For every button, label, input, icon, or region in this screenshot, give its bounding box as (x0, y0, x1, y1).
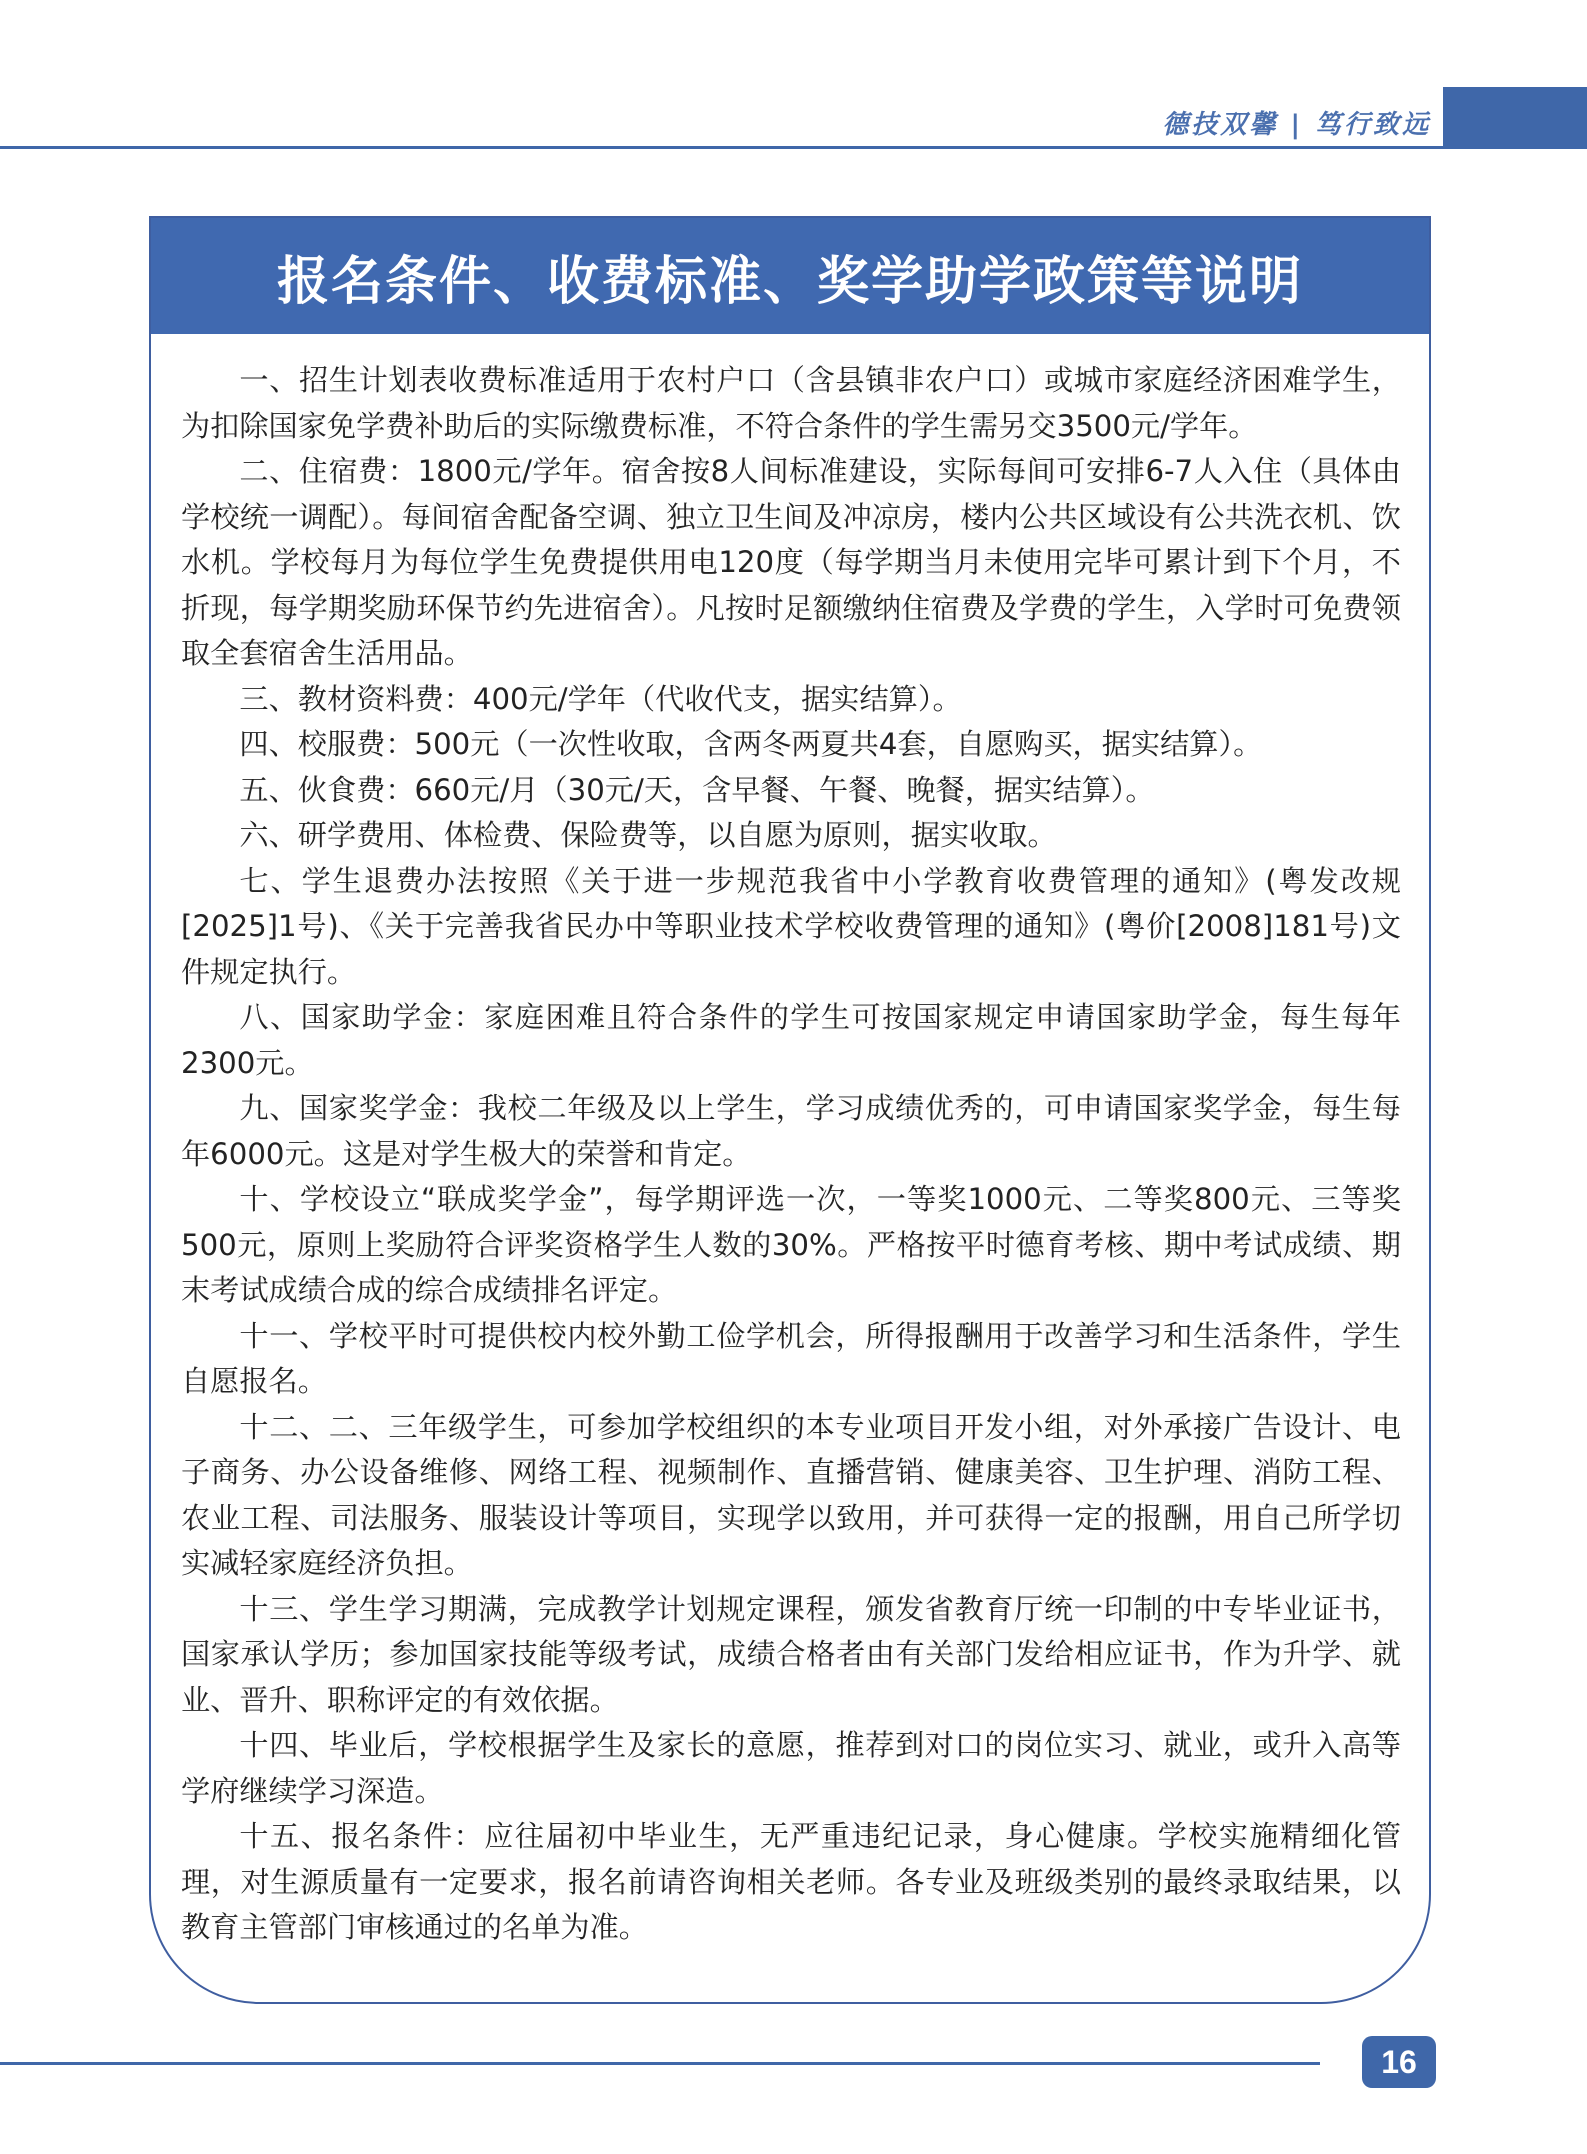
policy-paragraph-3: 三、教材资料费：400元/学年（代收代支，据实结算）。 (239, 681, 962, 716)
policy-paragraph-12: 十二、二、三年级学生，可参加学校组织的本专业项目开发小组，对外承接广告设计、电子商务、办公设备维修、网络工程、视频制作、直播营销、健康美容、卫生护理、消防工程、农业工程、司法服务、服装设计等项目，实现学以致用，并可获得一定的报酬，用自己所学切实减轻家庭经济负担。 (181, 1409, 1401, 1580)
header-slogan: 德技双馨 | 笃行致远 (1162, 110, 1431, 140)
policy-paragraph-7: 七、学生退费办法按照《关于进一步规范我省中小学教育收费管理的通知》(粤发改规[2025]1号)、《关于完善我省民办中等职业技术学校收费管理的通知》(粤价[2008]181号)文件规定执行。 (181, 863, 1401, 989)
policy-paragraph-11: 十一、学校平时可提供校内校外勤工俭学机会，所得报酬用于改善学习和生活条件，学生自愿报名。 (181, 1318, 1401, 1398)
policy-paragraph-1: 一、招生计划表收费标准适用于农村户口（含县镇非农户口）或城市家庭经济困难学生，为扣除国家免学费补助后的实际缴费标准，不符合条件的学生需另交3500元/学年。 (181, 363, 1401, 443)
policy-paragraph-4: 四、校服费：500元（一次性收取，含两冬两夏共4套，自愿购买，据实结算）。 (239, 727, 1263, 761)
policy-paragraph-10: 十、学校设立“联成奖学金”，每学期评选一次，一等奖1000元、二等奖800元、三等奖500元，原则上奖励符合评奖资格学生人数的30%。严格按平时德育考核、期中考试成绩、期末考试成绩合成的综合成绩排名评定。 (181, 1182, 1401, 1307)
policy-panel (149, 216, 1431, 2004)
policy-paragraph-14: 十四、毕业后，学校根据学生及家长的意愿，推荐到对口的岗位实习、就业，或升入高等学府继续学习深造。 (181, 1728, 1401, 1808)
page-number: 16 (1362, 2036, 1436, 2088)
policy-paragraph-9: 九、国家奖学金：我校二年级及以上学生，学习成绩优秀的，可申请国家奖学金，每生每年6000元。这是对学生极大的荣誉和肯定。 (181, 1091, 1401, 1171)
policy-paragraph-8: 八、国家助学金：家庭困难且符合条件的学生可按国家规定申请国家助学金，每生每年2300元。 (181, 1000, 1401, 1080)
policy-paragraph-13: 十三、学生学习期满，完成教学计划规定课程，颁发省教育厅统一印制的中专毕业证书，国家承认学历；参加国家技能等级考试，成绩合格者由有关部门发给相应证书，作为升学、就业、晋升、职称评定的有效依据。 (181, 1591, 1401, 1717)
policy-paragraph-5: 五、伙食费：660元/月（30元/天，含早餐、午餐、晚餐，据实结算）。 (239, 772, 1155, 807)
header-accent-block (1443, 87, 1587, 149)
header-rule (0, 146, 1443, 149)
policy-paragraph-6: 六、研学费用、体检费、保险费等，以自愿为原则，据实收取。 (239, 818, 1057, 852)
panel-body (181, 358, 1401, 1951)
panel-title: 报名条件、收费标准、奖学助学政策等说明 (151, 218, 1429, 334)
policy-paragraph-15: 十五、报名条件：应往届初中毕业生，无严重违纪记录，身心健康。学校实施精细化管理，对生源质量有一定要求，报名前请咨询相关老师。各专业及班级类别的最终录取结果，以教育主管部门审核通过的名单为准。 (181, 1819, 1401, 1944)
policy-paragraph-2: 二、住宿费：1800元/学年。宿舍按8人间标准建设，实际每间可安排6-7人入住（具体由学校统一调配）。每间宿舍配备空调、独立卫生间及冲凉房，楼内公共区域设有公共洗衣机、饮水机。学校每月为每位学生免费提供用电120度（每学期当月未使用完毕可累计到下个月，不折现，每学期奖励环保节约先进宿舍）。凡按时足额缴纳住宿费及学费的学生，入学时可免费领取全套宿舍生活用品。 (181, 454, 1401, 670)
footer-rule (0, 2062, 1320, 2065)
